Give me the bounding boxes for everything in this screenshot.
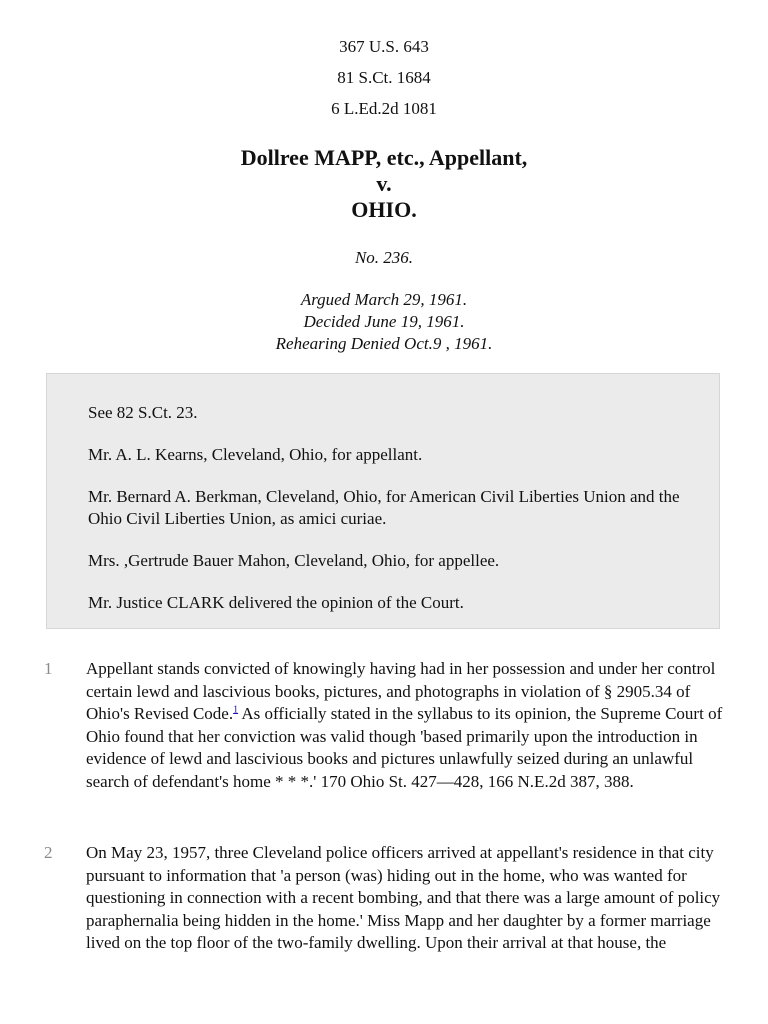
citation-supreme-court-reporter: 81 S.Ct. 1684 xyxy=(337,68,431,87)
opinion-author: Mr. Justice CLARK delivered the opinion of the Court. xyxy=(88,593,464,612)
date-argued: Argued March 29, 1961. xyxy=(300,290,468,309)
docket-number: No. 236. xyxy=(354,248,414,267)
case-title-appellant: Dollree MAPP, etc., Appellant, xyxy=(240,145,528,170)
paragraph-number: 1 xyxy=(44,659,53,678)
case-title xyxy=(0,145,768,223)
counsel-amici: Mr. Bernard A. Berkman, Cleveland, Ohio, for American Civil Liberties Union and the Ohio Civil Liberties Union, as amici curiae. xyxy=(88,487,680,528)
date-decided: Decided June 19, 1961. xyxy=(303,312,465,331)
counsel-appellee: Mrs. ,Gertrude Bauer Mahon, Cleveland, Ohio, for appellee. xyxy=(88,551,500,570)
paragraph-text-part-2: As officially stated in the syllabus to its opinion, the Supreme Court of Ohio found that her conviction was valid though 'based primarily upon the introduction in evidence of lewd and lascivious books and pictures unlawfully seized during an unlawful search of defendant's home * * *.' 170 Ohio St. 427—428, 166 N.E.2d 387, 388. xyxy=(86,704,723,791)
paragraph-text-part-1: Appellant stands convicted of knowingly having had in her possession and under her control certain lewd and lascivious books, pictures, and photographs in violation of § 2905.34 of Ohio's Revised Code. xyxy=(86,659,716,723)
case-title-appellee: OHIO. xyxy=(351,197,417,222)
case-title-versus: v. xyxy=(376,171,392,196)
footnote-link[interactable]: 1 xyxy=(233,704,239,716)
counsel-see-also: See 82 S.Ct. 23. xyxy=(88,403,198,422)
case-dates xyxy=(0,289,768,355)
citation-lawyers-edition: 6 L.Ed.2d 1081 xyxy=(331,99,437,118)
counsel-appellant: Mr. A. L. Kearns, Cleveland, Ohio, for appellant. xyxy=(88,445,423,464)
paragraph-number: 2 xyxy=(44,843,53,862)
paragraph-text: On May 23, 1957, three Cleveland police officers arrived at appellant's residence in that city pursuant to information that 'a person (was) hiding out in the home, who was wanted for questioning in connection with a recent bombing, and that there was a large amount of policy paraphernalia being hidden in the home.' Miss Mapp and her daughter by a former marriage lived on the top floor of the two-family dwelling. Upon their arrival at that house, the xyxy=(86,843,721,952)
date-rehearing-denied: Rehearing Denied Oct.9 , 1961. xyxy=(275,334,493,353)
citation-us-reports: 367 U.S. 643 xyxy=(339,37,429,56)
counsel-box xyxy=(46,373,720,629)
paragraph-text xyxy=(86,658,726,793)
